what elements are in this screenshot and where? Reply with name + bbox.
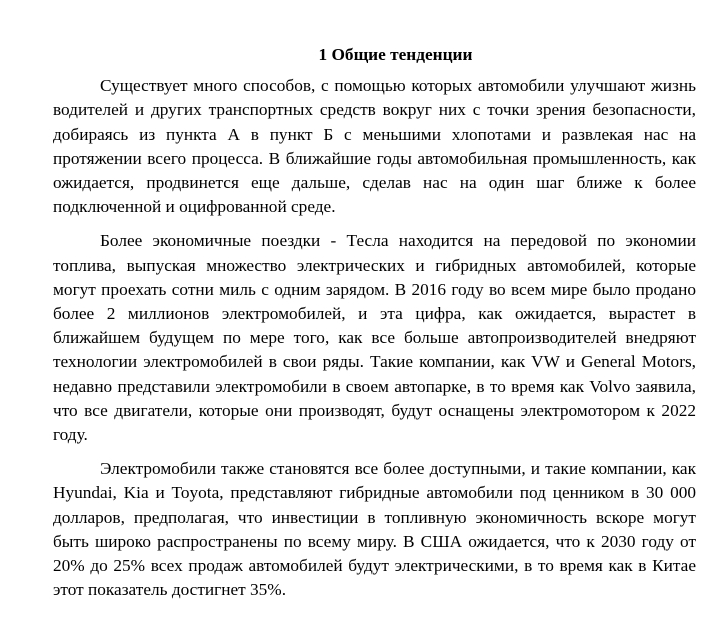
paragraph-economical-trips: Более экономичные поездки - Тесла находится на передовой по экономии топлива, выпуская множество электрических и гибридных автомобилей, которые могут проехать сотни миль с одним зарядом. В 2016 году во всем мире было продано более 2 миллионов электромобилей, и эта цифра, как ожидается, вырастет в ближайшем будущем по мере того, как все больше автопроизводителей внедряют технологии электромобилей в свои ряды. Такие компании, как VW и General Motors, недавно представили электромобили в своем автопарке, в то время как Volvo заявила, что все двигатели, которые они производят, будут оснащены электромотором к 2022 году. [53, 231, 696, 445]
document-page [53, 43, 696, 602]
section-heading: 1 Общие тенденции [318, 45, 473, 64]
paragraph-general-trends: Существует много способов, с помощью которых автомобили улучшают жизнь водителей и других транспортных средств вокруг них с точки зрения безопасности, добираясь из пункта А в пункт Б с меньшими хлопотами и развлекая нас на протяжении всего процесса. В ближайшие годы автомобильная промышленность, как ожидается, продвинется еще дальше, сделав нас на один шаг ближе к более подключенной и оцифрованной среде. [53, 76, 696, 217]
paragraph-affordable-evs: Электромобили также становятся все более доступными, и такие компании, как Hyundai, Kia и Toyota, представляют гибридные автомобили под ценником в 30 000 долларов, предполагая, что инвестиции в топливную экономичность вскоре могут быть широко распространены по всему миру. В США ожидается, что к 2030 году от 20% до 25% всех продаж автомобилей будут электрическими, в то время как в Китае этот показатель достигнет 35%. [53, 459, 696, 600]
